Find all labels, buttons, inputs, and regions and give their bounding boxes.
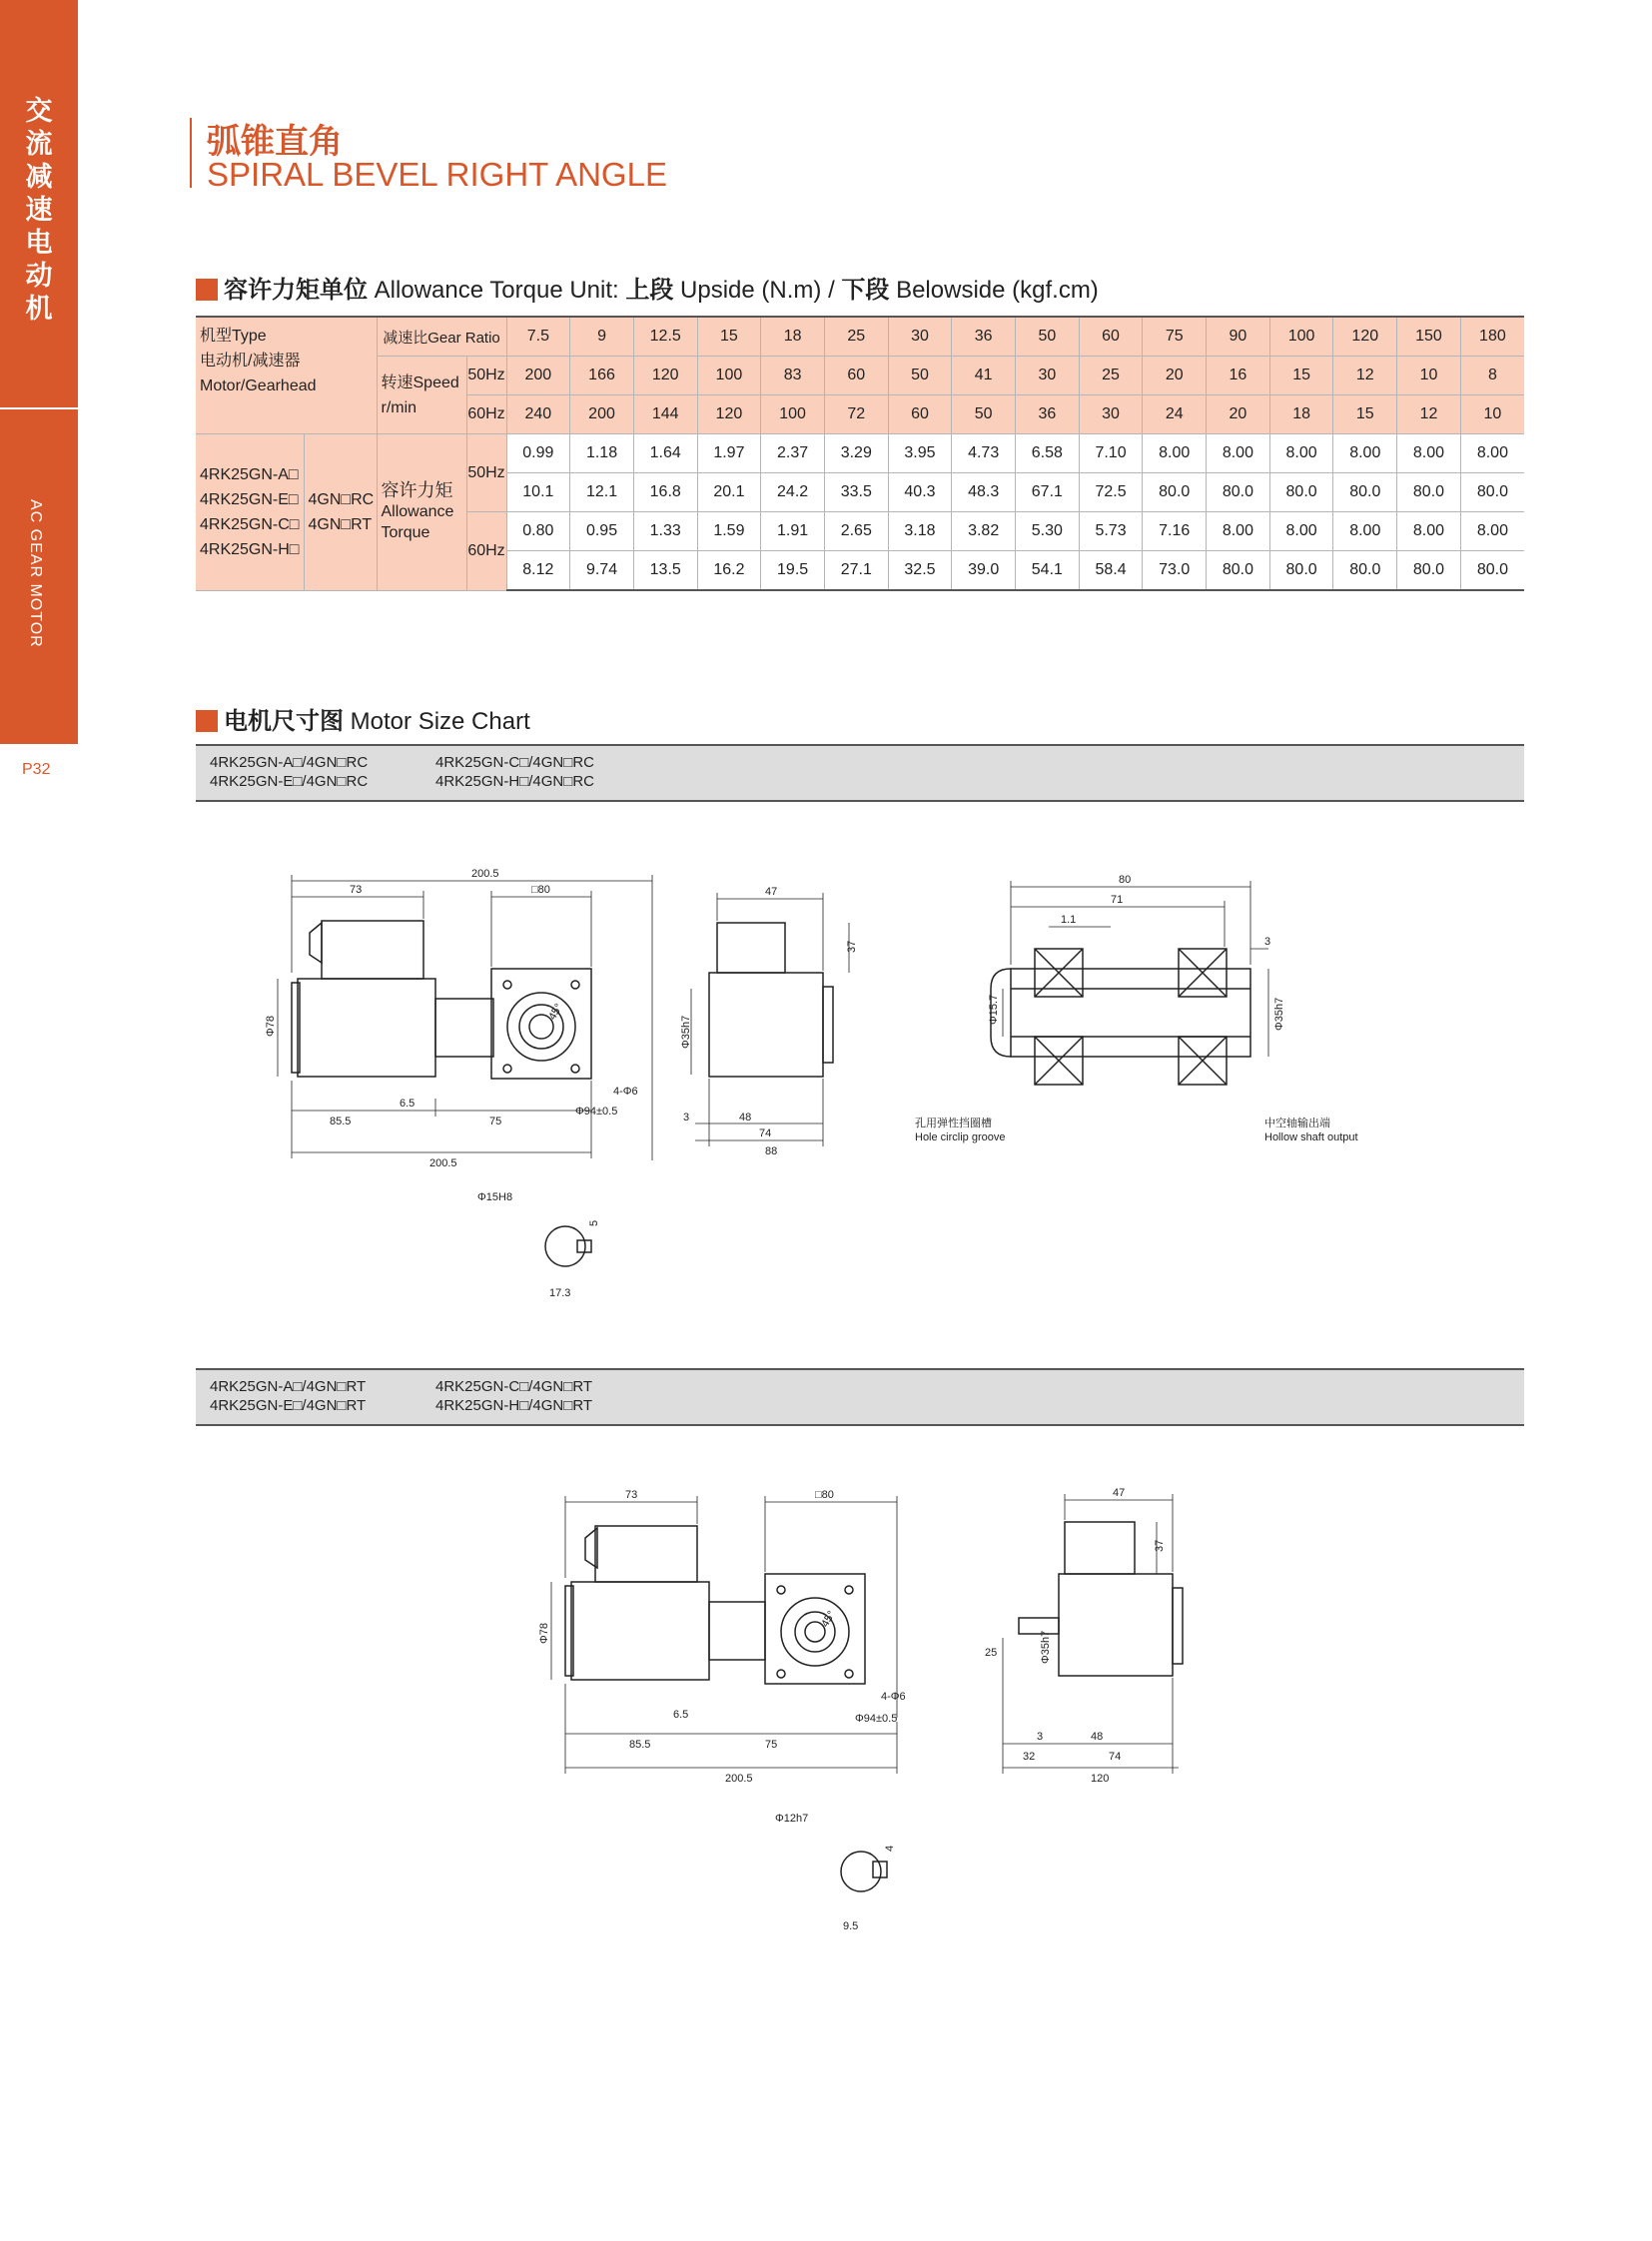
dim-label: 6.5 — [673, 1709, 689, 1721]
speed-60hz-cell: 36 — [1016, 395, 1080, 434]
section-marker — [196, 279, 218, 301]
gear-ratio-cell: 100 — [1269, 317, 1333, 357]
dim-label: 85.5 — [629, 1739, 651, 1751]
torque-60hz-kgf-cell: 8.12 — [506, 551, 570, 591]
hollow-label-cn: 中空轴输出端 — [1264, 1118, 1330, 1129]
torque-60hz-kgf-cell: 27.1 — [824, 551, 888, 591]
model-label: 4RK25GN-A□/4GN□RT — [210, 1378, 367, 1395]
torque-60hz-kgf-cell: 16.2 — [697, 551, 761, 591]
rc-side-view-drawing — [679, 879, 879, 1158]
gear-ratio-cell: 120 — [1333, 317, 1397, 357]
torque-50hz-kgf-cell: 10.1 — [506, 473, 570, 512]
header-accent — [190, 118, 192, 188]
speed-60hz-cell: 30 — [1079, 395, 1143, 434]
torque-60hz-nm-cell: 1.91 — [761, 512, 825, 551]
torque-50hz-nm-cell: 8.00 — [1397, 434, 1461, 473]
speed-50hz-cell: 166 — [570, 357, 634, 395]
torque-50hz-kgf-cell: 80.0 — [1333, 473, 1397, 512]
torque-50hz-kgf-cell: 40.3 — [888, 473, 952, 512]
model-bar-rc — [196, 744, 1524, 802]
dim-label: Φ94±0.5 — [575, 1106, 618, 1118]
hz60-label: 60Hz — [466, 395, 506, 434]
rc-hollow-shaft-section-drawing — [909, 865, 1388, 1164]
speed-60hz-cell: 144 — [633, 395, 697, 434]
sidebar-title-en: AC GEAR MOTOR — [27, 499, 44, 648]
dim-label: 25 — [985, 1647, 998, 1659]
rt-side-view-drawing — [959, 1478, 1189, 1788]
gearhead-models-cell: 4GN□RC 4GN□RT — [304, 434, 377, 591]
torque-50hz-nm-cell: 7.10 — [1079, 434, 1143, 473]
speed-50hz-cell: 10 — [1397, 357, 1461, 395]
dim-label: 120 — [1091, 1773, 1110, 1785]
torque-60hz-kgf-cell: 13.5 — [633, 551, 697, 591]
torque-60hz-kgf-cell: 19.5 — [761, 551, 825, 591]
torque-50hz-nm-cell: 8.00 — [1460, 434, 1524, 473]
dim-label: Φ15.7 — [988, 994, 1000, 1025]
model-label: 4RK25GN-C□/4GN□RC — [435, 754, 594, 771]
torque-50hz-kgf-cell: 12.1 — [570, 473, 634, 512]
torque-50hz-kgf-cell: 80.0 — [1207, 473, 1270, 512]
torque-60hz-nm-cell: 7.16 — [1143, 512, 1207, 551]
model-label: 4RK25GN-H□/4GN□RC — [435, 773, 594, 790]
dim-label: 73 — [350, 884, 363, 896]
speed-50hz-cell: 8 — [1460, 357, 1524, 395]
torque-60hz-kgf-cell: 9.74 — [570, 551, 634, 591]
speed-50hz-cell: 25 — [1079, 357, 1143, 395]
dim-label: 1.1 — [1061, 914, 1077, 926]
dim-label: 5 — [588, 1219, 600, 1226]
speed-60hz-cell: 20 — [1207, 395, 1270, 434]
dim-label: □80 — [531, 884, 550, 896]
torque-50hz-nm-cell: 8.00 — [1333, 434, 1397, 473]
section-marker — [196, 710, 218, 732]
speed-60hz-cell: 120 — [697, 395, 761, 434]
speed-50hz-cell: 200 — [506, 357, 570, 395]
speed-50hz-cell: 12 — [1333, 357, 1397, 395]
model-bar-rt — [196, 1368, 1524, 1426]
torque-60hz-nm-cell: 2.65 — [824, 512, 888, 551]
torque-50hz-nm-cell: 1.18 — [570, 434, 634, 473]
gear-ratio-cell: 36 — [952, 317, 1016, 357]
gear-ratio-cell: 50 — [1016, 317, 1080, 357]
dim-label: 9.5 — [843, 1920, 859, 1932]
speed-50hz-cell: 83 — [761, 357, 825, 395]
gear-ratio-cell: 9 — [570, 317, 634, 357]
torque-60hz-kgf-cell: 54.1 — [1016, 551, 1080, 591]
dim-label: 85.5 — [330, 1116, 352, 1127]
torque-50hz-kgf-cell: 48.3 — [952, 473, 1016, 512]
speed-60hz-cell: 15 — [1333, 395, 1397, 434]
gear-ratio-label: 减速比Gear Ratio — [377, 317, 506, 357]
torque-50hz-nm-cell: 8.00 — [1269, 434, 1333, 473]
torque-50hz-kgf-cell: 67.1 — [1016, 473, 1080, 512]
torque-50hz-nm-cell: 3.29 — [824, 434, 888, 473]
torque-50hz-nm-cell: 4.73 — [952, 434, 1016, 473]
model-label: 4RK25GN-E□/4GN□RC — [210, 773, 369, 790]
torque-60hz-kgf-cell: 80.0 — [1460, 551, 1524, 591]
dim-label: 80 — [1119, 874, 1132, 886]
speed-60hz-cell: 72 — [824, 395, 888, 434]
torque-50hz-kgf-cell: 16.8 — [633, 473, 697, 512]
torque-60hz-kgf-cell: 80.0 — [1207, 551, 1270, 591]
speed-label-cell: 转速Speed r/min — [377, 357, 466, 434]
torque-60hz-nm-cell: 1.59 — [697, 512, 761, 551]
speed-60hz-cell: 100 — [761, 395, 825, 434]
torque-60hz-nm-cell: 3.18 — [888, 512, 952, 551]
torque-50hz-kgf-cell: 24.2 — [761, 473, 825, 512]
torque-50hz-nm-cell: 8.00 — [1207, 434, 1270, 473]
dim-label: 200.5 — [471, 868, 499, 880]
torque-60hz-nm-cell: 8.00 — [1397, 512, 1461, 551]
dim-label: 37 — [846, 940, 858, 953]
torque-50hz-nm-cell: 6.58 — [1016, 434, 1080, 473]
torque-50hz-kgf-cell: 72.5 — [1079, 473, 1143, 512]
torque-50hz-nm-cell: 2.37 — [761, 434, 825, 473]
torque-60hz-kgf-cell: 80.0 — [1333, 551, 1397, 591]
torque-60hz-kgf-cell: 32.5 — [888, 551, 952, 591]
torque-50hz-nm-cell: 0.99 — [506, 434, 570, 473]
dim-label: 3 — [683, 1112, 690, 1123]
dim-label: 75 — [489, 1116, 502, 1127]
page-number: P32 — [22, 761, 51, 778]
torque-60hz-nm-cell: 8.00 — [1207, 512, 1270, 551]
dim-label: 73 — [625, 1489, 638, 1501]
dim-label: 47 — [765, 886, 778, 898]
torque-50hz-nm-cell: 3.95 — [888, 434, 952, 473]
rc-front-view-drawing — [265, 861, 669, 1170]
dim-label: 75 — [765, 1739, 778, 1751]
torque-50hz-kgf-cell: 80.0 — [1397, 473, 1461, 512]
torque-table — [196, 316, 1524, 591]
torque-60hz-kgf-cell: 73.0 — [1143, 551, 1207, 591]
dim-label: Φ15H8 — [477, 1191, 513, 1203]
speed-50hz-cell: 41 — [952, 357, 1016, 395]
dim-label: 32 — [1023, 1751, 1036, 1763]
dim-label: 4-Φ6 — [613, 1086, 638, 1098]
dim-label: 6.5 — [400, 1098, 415, 1110]
torque-60hz-kgf-cell: 39.0 — [952, 551, 1016, 591]
torque-60hz-kgf-cell: 80.0 — [1269, 551, 1333, 591]
speed-50hz-cell: 20 — [1143, 357, 1207, 395]
gear-ratio-cell: 180 — [1460, 317, 1524, 357]
sidebar-tab — [0, 0, 78, 744]
dim-label: 4-Φ6 — [881, 1691, 906, 1703]
rt-front-view-drawing — [519, 1478, 919, 1788]
hz60-torque-label: 60Hz — [466, 512, 506, 591]
dim-label: 48 — [1091, 1731, 1104, 1743]
torque-60hz-nm-cell: 5.30 — [1016, 512, 1080, 551]
dim-label: 3 — [1037, 1731, 1044, 1743]
torque-50hz-nm-cell: 1.64 — [633, 434, 697, 473]
groove-label-cn: 孔用弹性挡圈槽 — [915, 1118, 992, 1129]
torque-60hz-kgf-cell: 80.0 — [1397, 551, 1461, 591]
dim-label: 200.5 — [725, 1773, 753, 1785]
dim-label: 45° — [546, 1002, 565, 1023]
groove-label-en: Hole circlip groove — [915, 1131, 1006, 1143]
torque-60hz-nm-cell: 3.82 — [952, 512, 1016, 551]
dim-label: 74 — [759, 1127, 772, 1139]
torque-50hz-nm-cell: 8.00 — [1143, 434, 1207, 473]
model-label: 4RK25GN-C□/4GN□RT — [435, 1378, 593, 1395]
dim-label: 74 — [1109, 1751, 1122, 1763]
gear-ratio-cell: 18 — [761, 317, 825, 357]
dim-label: Φ35h7 — [680, 1015, 692, 1049]
speed-50hz-cell: 15 — [1269, 357, 1333, 395]
dim-label: 4 — [884, 1845, 896, 1852]
speed-60hz-cell: 60 — [888, 395, 952, 434]
dim-label: 47 — [1113, 1487, 1126, 1499]
speed-60hz-cell: 12 — [1397, 395, 1461, 434]
rt-shaft-detail-drawing — [767, 1808, 917, 1937]
torque-50hz-kgf-cell: 80.0 — [1269, 473, 1333, 512]
torque-50hz-kgf-cell: 33.5 — [824, 473, 888, 512]
dim-label: 45° — [819, 1609, 838, 1630]
hz50-torque-label: 50Hz — [466, 434, 506, 512]
size-chart-heading: 电机尺寸图 Motor Size Chart — [196, 701, 530, 736]
torque-50hz-kgf-cell: 80.0 — [1460, 473, 1524, 512]
gear-ratio-cell: 25 — [824, 317, 888, 357]
speed-50hz-cell: 30 — [1016, 357, 1080, 395]
page-title-cn: 弧锥直角 — [207, 123, 343, 161]
torque-label-cell: 容许力矩 Allowance Torque — [377, 434, 466, 591]
sidebar-title-cn: 交流减速电动机 — [25, 96, 53, 324]
model-label: 4RK25GN-A□/4GN□RC — [210, 754, 369, 771]
torque-50hz-nm-cell: 1.97 — [697, 434, 761, 473]
torque-60hz-nm-cell: 5.73 — [1079, 512, 1143, 551]
speed-60hz-cell: 18 — [1269, 395, 1333, 434]
dim-label: □80 — [815, 1489, 834, 1501]
torque-60hz-nm-cell: 0.80 — [506, 512, 570, 551]
dim-label: 200.5 — [429, 1157, 457, 1169]
torque-50hz-kgf-cell: 20.1 — [697, 473, 761, 512]
dim-label: 37 — [1154, 1539, 1166, 1552]
gear-ratio-cell: 7.5 — [506, 317, 570, 357]
dim-label: Φ94±0.5 — [855, 1713, 898, 1725]
dim-label: Φ78 — [265, 1015, 277, 1037]
dim-label: 88 — [765, 1145, 778, 1157]
dim-label: 71 — [1111, 894, 1124, 906]
speed-60hz-cell: 10 — [1460, 395, 1524, 434]
speed-60hz-cell: 50 — [952, 395, 1016, 434]
model-header-cell: 机型Type 电动机/减速器 Motor/Gearhead — [196, 317, 377, 434]
gear-ratio-cell: 15 — [697, 317, 761, 357]
gear-ratio-cell: 90 — [1207, 317, 1270, 357]
sidebar-divider — [0, 407, 78, 409]
torque-60hz-nm-cell: 1.33 — [633, 512, 697, 551]
dim-label: 17.3 — [549, 1287, 571, 1299]
gear-ratio-cell: 150 — [1397, 317, 1461, 357]
model-label: 4RK25GN-E□/4GN□RT — [210, 1397, 367, 1414]
motor-models-cell: 4RK25GN-A□ 4RK25GN-E□ 4RK25GN-C□ 4RK25GN-H□ — [196, 434, 304, 591]
gear-ratio-cell: 12.5 — [633, 317, 697, 357]
torque-60hz-nm-cell: 0.95 — [570, 512, 634, 551]
dim-label: Φ35h7 — [1273, 997, 1285, 1031]
gear-ratio-cell: 75 — [1143, 317, 1207, 357]
speed-50hz-cell: 50 — [888, 357, 952, 395]
dim-label: Φ35h7 — [1040, 1630, 1052, 1664]
speed-50hz-cell: 120 — [633, 357, 697, 395]
torque-60hz-kgf-cell: 58.4 — [1079, 551, 1143, 591]
hollow-label-en: Hollow shaft output — [1264, 1131, 1358, 1143]
dim-label: 48 — [739, 1112, 752, 1123]
page-title-en: SPIRAL BEVEL RIGHT ANGLE — [207, 156, 667, 193]
dim-label: Φ78 — [538, 1622, 550, 1644]
speed-50hz-cell: 60 — [824, 357, 888, 395]
speed-60hz-cell: 24 — [1143, 395, 1207, 434]
speed-50hz-cell: 100 — [697, 357, 761, 395]
torque-60hz-nm-cell: 8.00 — [1269, 512, 1333, 551]
torque-60hz-nm-cell: 8.00 — [1460, 512, 1524, 551]
speed-60hz-cell: 200 — [570, 395, 634, 434]
model-label: 4RK25GN-H□/4GN□RT — [435, 1397, 593, 1414]
torque-50hz-kgf-cell: 80.0 — [1143, 473, 1207, 512]
gear-ratio-cell: 60 — [1079, 317, 1143, 357]
hz50-label: 50Hz — [466, 357, 506, 395]
torque-section-heading: 容许力矩单位 Allowance Torque Unit: 上段 Upside (N.m) / 下段 Belowside (kgf.cm) — [196, 270, 1099, 305]
torque-60hz-nm-cell: 8.00 — [1333, 512, 1397, 551]
rc-bore-detail-drawing — [469, 1186, 619, 1306]
gear-ratio-cell: 30 — [888, 317, 952, 357]
speed-60hz-cell: 240 — [506, 395, 570, 434]
dim-label: 3 — [1264, 936, 1271, 948]
speed-50hz-cell: 16 — [1207, 357, 1270, 395]
dim-label: Φ12h7 — [775, 1813, 809, 1825]
